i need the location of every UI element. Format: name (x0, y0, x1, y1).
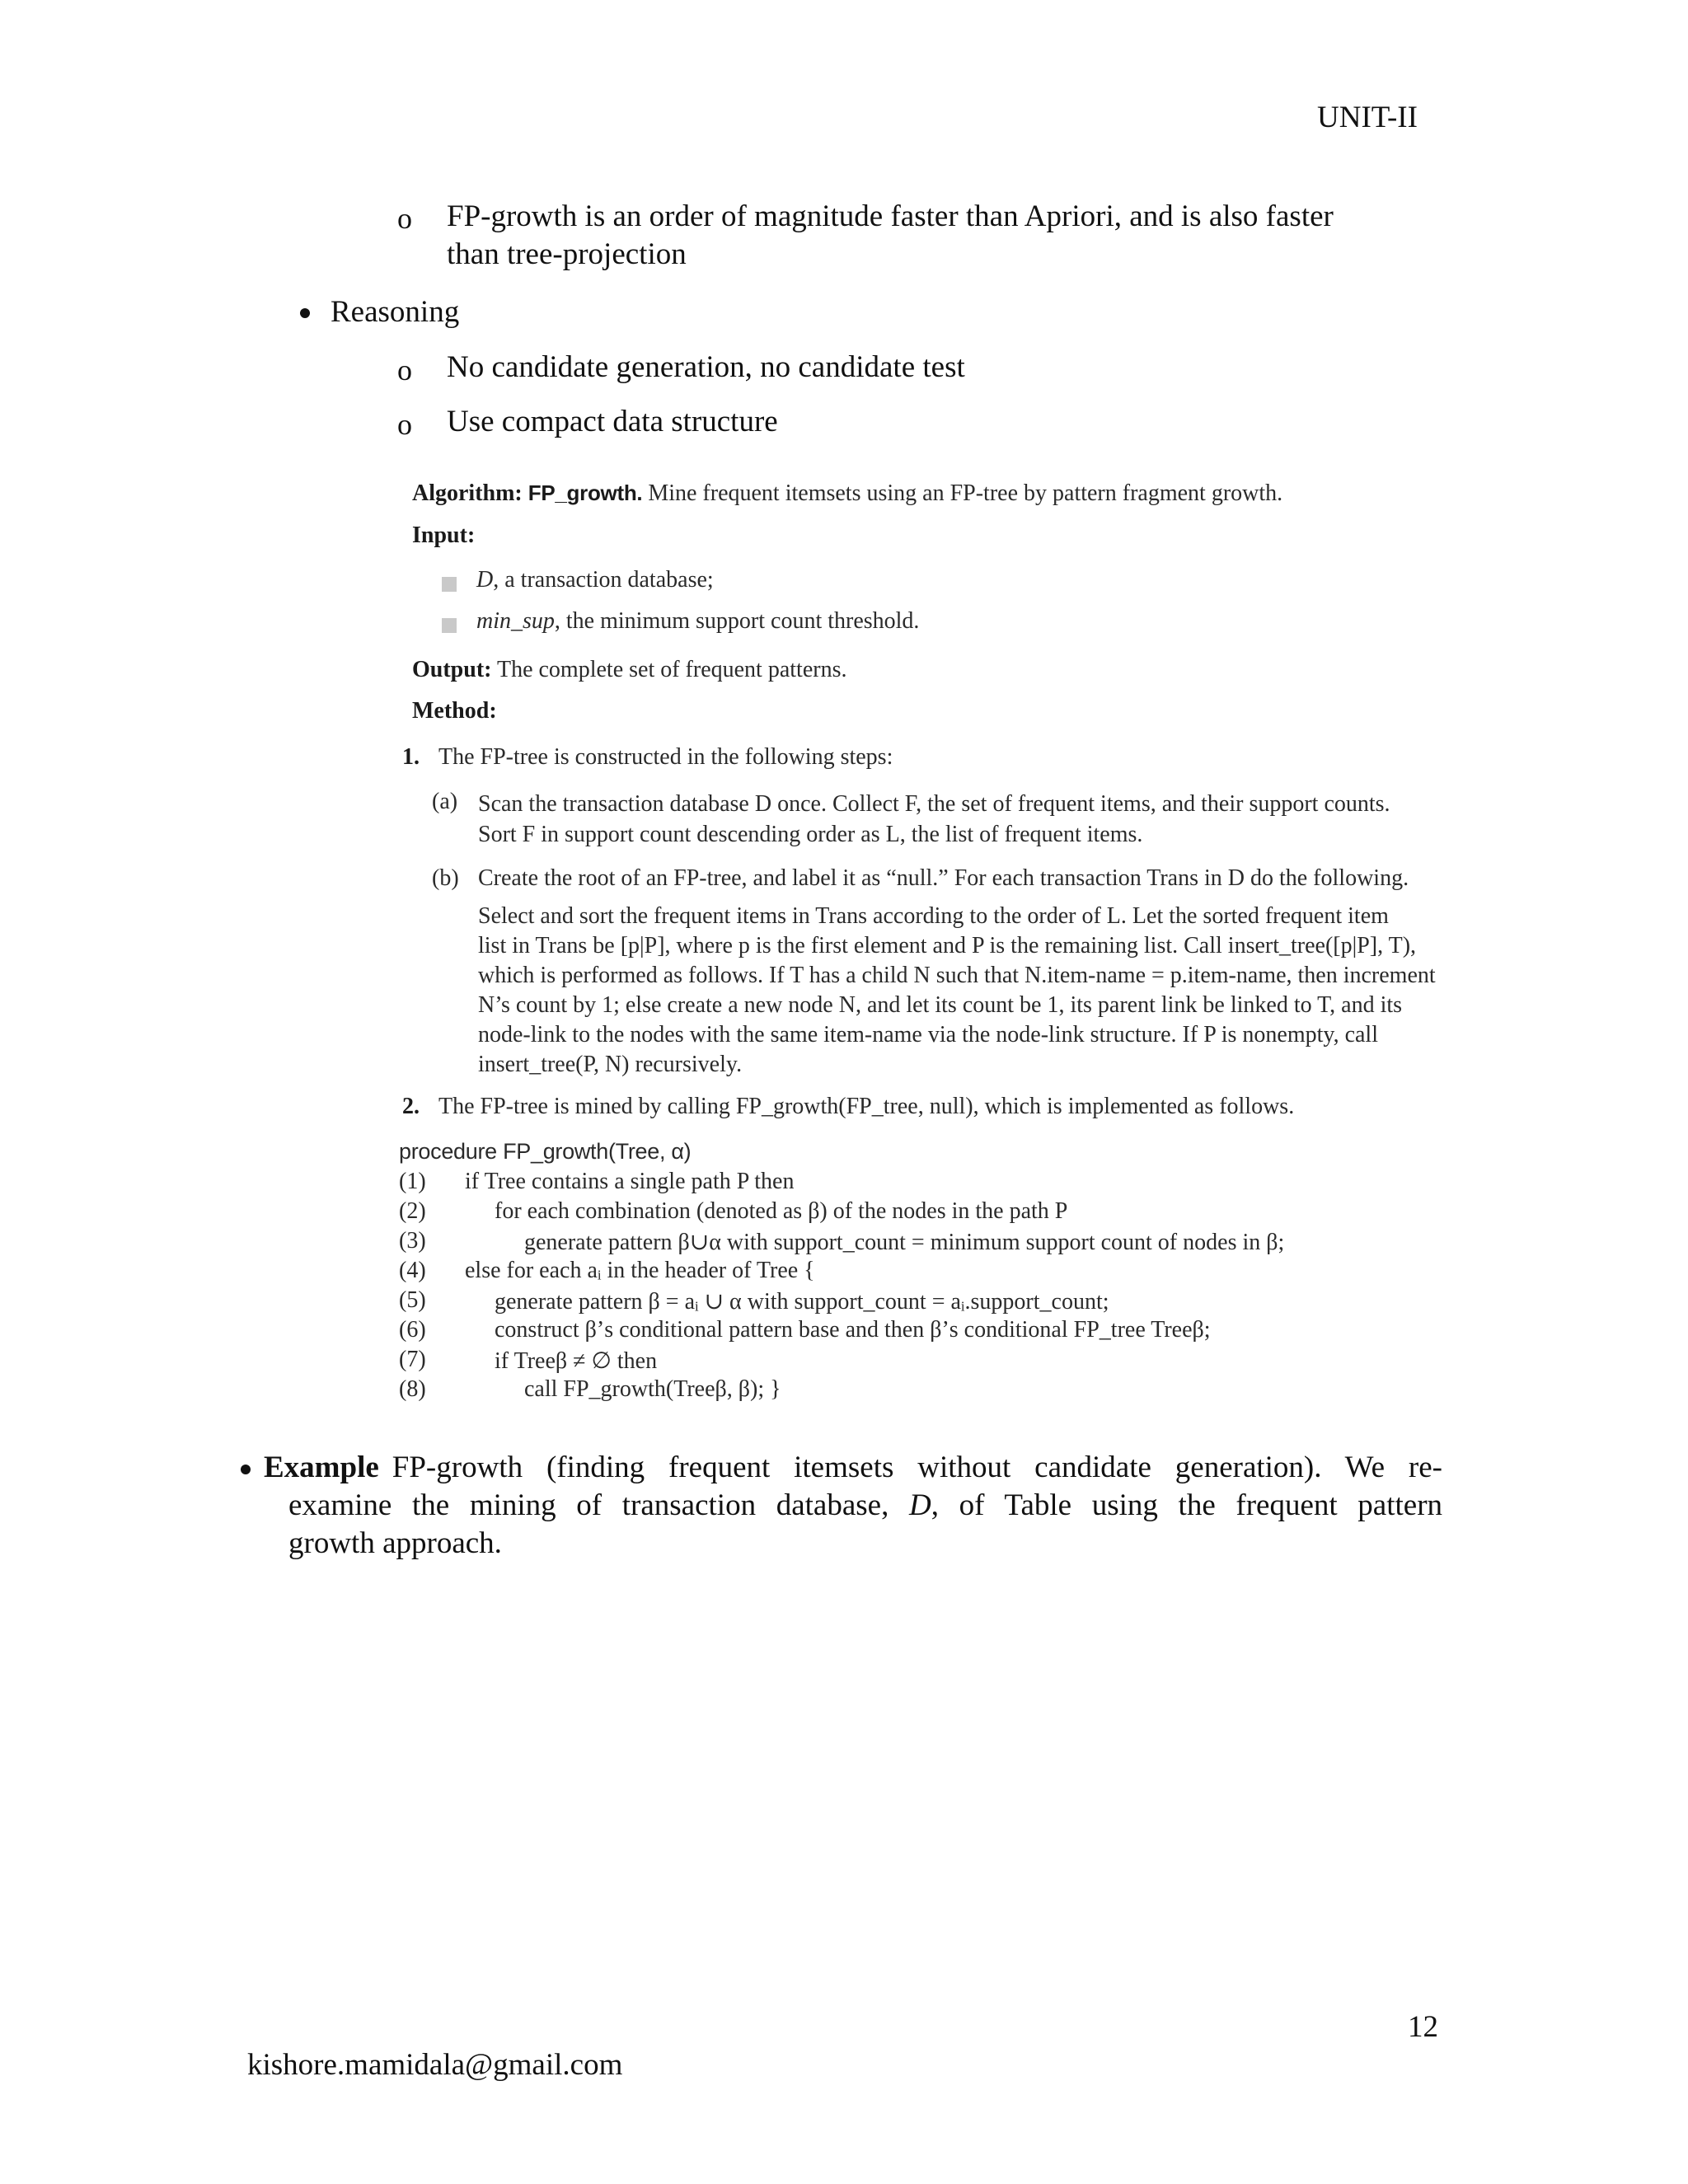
proc-line-text: construct β’s conditional pattern base and then β’s conditional FP_tree Treeβ; (495, 1317, 1211, 1343)
output-label: Output: (412, 657, 492, 682)
example-line-2 (264, 1487, 1442, 1525)
example-line-2b: , of Table using the frequent pattern (931, 1488, 1443, 1522)
step-1a-label: (a) (432, 789, 458, 814)
proc-line-num: (1) (399, 1169, 426, 1194)
page-number: 12 (1408, 2010, 1438, 2044)
input-item-2 (476, 608, 919, 635)
step-1b-line: Create the root of an FP-tree, and label it as “null.” For each transaction Trans in D do the following. (478, 865, 1409, 891)
bullet-circle-icon: o (397, 354, 412, 387)
step-1b-line: list in Trans be [p|P], where p is the first element and P is the remaining list. Call insert_tree([p|P], T), (478, 933, 1417, 958)
footer-email: kishore.mamidala@gmail.com (247, 2048, 623, 2082)
output-line (412, 657, 846, 683)
reason-item-2: Use compact data structure (447, 405, 778, 438)
square-bullet-icon (442, 618, 457, 633)
step-1b-line: which is performed as follows. If T has a child N such that N.item-name = p.item-name, then increment (478, 963, 1436, 988)
step-1-text: The FP-tree is constructed in the following steps: (438, 744, 893, 770)
square-bullet-icon (442, 577, 457, 592)
step-1a-body (478, 789, 1390, 850)
step-2-text: The FP-tree is mined by calling FP_growth(FP_tree, null), which is implemented as follows. (438, 1094, 1295, 1119)
proc-line-text: else for each aᵢ in the header of Tree { (465, 1258, 815, 1283)
method-label: Method: (412, 698, 497, 724)
step-1b-label: (b) (432, 865, 459, 891)
input-1-text: , a transaction database; (493, 567, 714, 593)
proc-line-text: generate pattern β∪α with support_count = minimum support count of nodes in β; (524, 1230, 1285, 1255)
proc-line-num: (7) (399, 1347, 426, 1372)
algorithm-desc: Mine frequent itemsets using an FP-tree by pattern fragment growth. (648, 480, 1283, 506)
procedure-header: procedure FP_growth(Tree, α) (399, 1139, 692, 1164)
step-1b-line: N’s count by 1; else create a new node N, and let its count be 1, its parent link be linked to T, and its (478, 992, 1403, 1018)
bullet-dot-icon (241, 1465, 251, 1474)
algorithm-figure (396, 470, 1500, 1418)
speed-point-line1: FP-growth is an order of magnitude faster than Apriori, and is also faster (447, 199, 1334, 233)
bullet-circle-icon: o (397, 202, 412, 235)
proc-line-text: if Tree contains a single path P then (465, 1169, 795, 1194)
algorithm-name: FP_growth. (528, 480, 643, 505)
step-1b-body (478, 865, 1436, 1081)
input-2-text: , the minimum support count threshold. (554, 608, 920, 634)
proc-line-text: call FP_growth(Treeβ, β); } (524, 1376, 781, 1402)
input-item-1 (476, 567, 714, 593)
bullet-dot-icon (300, 308, 310, 318)
proc-line-num: (3) (399, 1228, 426, 1254)
step-1a-line: Sort F in support count descending order as L, the list of frequent items. (478, 822, 1143, 847)
output-text: The complete set of frequent patterns. (496, 657, 847, 682)
proc-line-num: (6) (399, 1317, 426, 1343)
input-label: Input: (412, 523, 476, 548)
speed-point (447, 198, 1334, 274)
proc-line-num: (2) (399, 1198, 426, 1224)
unit-header: UNIT-II (1317, 101, 1418, 134)
proc-line-num: (4) (399, 1258, 426, 1283)
step-2-number: 2. (402, 1094, 420, 1119)
speed-point-line2: than tree-projection (447, 237, 687, 271)
step-1b-line: node-link to the nodes with the same item-name via the node-link structure. If P is nonempty, call (478, 1022, 1378, 1047)
proc-line-num: (8) (399, 1376, 426, 1402)
step-1-number: 1. (402, 744, 420, 770)
proc-line-text: for each combination (denoted as β) of the nodes in the path P (495, 1198, 1068, 1224)
proc-line-num: (5) (399, 1287, 426, 1313)
step-1a-line: Scan the transaction database D once. Collect F, the set of frequent items, and their support counts. (478, 791, 1390, 817)
algorithm-label: Algorithm: (412, 480, 523, 506)
example-line-1 (264, 1449, 1442, 1487)
input-1-var: D (476, 567, 494, 593)
reasoning-heading: Reasoning (331, 295, 460, 329)
proc-line-text: generate pattern β = aᵢ ∪ α with support_count = aᵢ.support_count; (495, 1289, 1109, 1315)
step-1b-line: Select and sort the frequent items in Trans according to the order of L. Let the sorted frequent item (478, 903, 1389, 929)
example-label: Example (264, 1451, 379, 1484)
example-line-2-var: D (909, 1488, 931, 1522)
example-paragraph (264, 1449, 1442, 1563)
proc-line-text: if Treeβ ≠ ∅ then (495, 1348, 658, 1374)
bullet-circle-icon: o (397, 408, 412, 441)
reason-item-1: No candidate generation, no candidate test (447, 350, 965, 384)
algorithm-title (412, 480, 1282, 507)
example-line-2a: examine the mining of transaction database, (288, 1488, 889, 1522)
example-line-1-text: FP-growth (finding frequent itemsets without candidate generation). We re- (392, 1451, 1442, 1484)
step-1b-line: insert_tree(P, N) recursively. (478, 1052, 743, 1077)
input-2-var: min_sup (476, 608, 555, 634)
example-line-3: growth approach. (288, 1526, 502, 1560)
